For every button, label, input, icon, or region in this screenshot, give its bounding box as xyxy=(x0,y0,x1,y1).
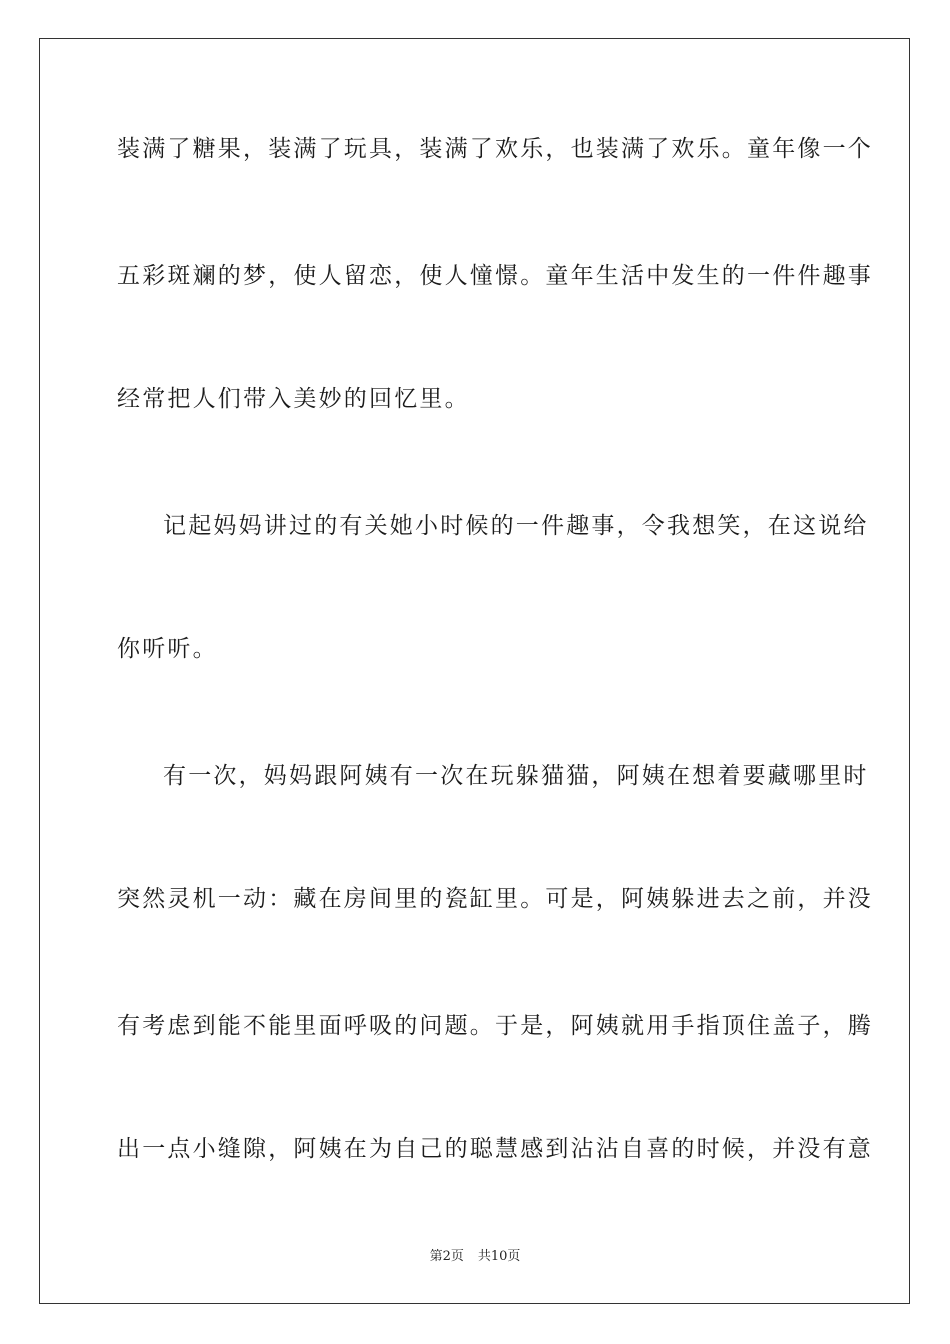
body-text-line: 突然灵机一动：藏在房间里的瓷缸里。可是，阿姨躲进去之前，并没 xyxy=(117,886,873,912)
body-text-line: 有考虑到能不能里面呼吸的问题。于是，阿姨就用手指顶住盖子，腾 xyxy=(117,1013,873,1039)
page-footer xyxy=(0,1248,950,1266)
body-text-line: 五彩斑斓的梦，使人留恋，使人憧憬。童年生活中发生的一件件趣事 xyxy=(117,263,873,289)
body-text-line: 经常把人们带入美妙的回忆里。 xyxy=(117,386,470,412)
body-text-line: 出一点小缝隙，阿姨在为自己的聪慧感到沾沾自喜的时候，并没有意 xyxy=(117,1136,873,1162)
page-frame xyxy=(39,38,910,1304)
paragraph-first-line: 记起妈妈讲过的有关她小时候的一件趣事，令我想笑，在这说给 xyxy=(163,513,869,539)
paragraph-first-line: 有一次，妈妈跟阿姨有一次在玩躲猫猫，阿姨在想着要藏哪里时 xyxy=(163,763,869,789)
body-text-line: 你听听。 xyxy=(117,636,218,662)
page-number: 第2页 xyxy=(429,1249,464,1264)
body-text-line: 装满了糖果，装满了玩具，装满了欢乐，也装满了欢乐。童年像一个 xyxy=(117,136,873,162)
page-total: 共10页 xyxy=(477,1249,521,1264)
